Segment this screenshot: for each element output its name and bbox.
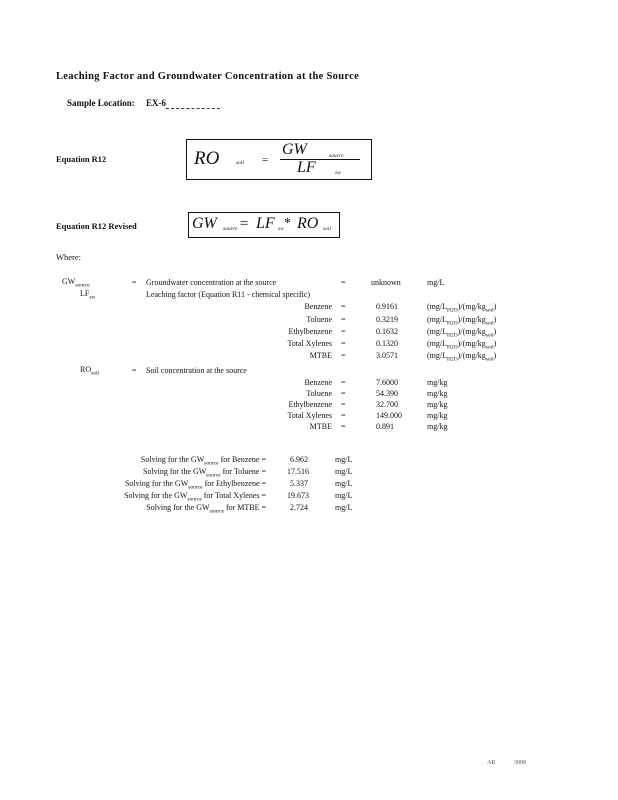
soil-chemical: Total Xylenes bbox=[287, 411, 332, 420]
soil-eq: = bbox=[341, 422, 346, 431]
soil-unit: mg/kg bbox=[427, 411, 448, 420]
soil-value: 0.891 bbox=[376, 422, 394, 431]
soil-chemical: Ethylbenzene bbox=[288, 400, 332, 409]
soil-value: 54.390 bbox=[376, 389, 398, 398]
result-label: Solving for the $GW_{source}$ for MTBE = bbox=[146, 503, 266, 515]
def-gw-eq2: = bbox=[341, 278, 346, 287]
soil-unit: mg/kg bbox=[427, 378, 448, 387]
def-gw-unit: mg/L bbox=[427, 278, 445, 287]
def-ro-eq: = bbox=[132, 366, 137, 375]
def-gw-eq: = bbox=[132, 278, 137, 287]
page-title: Leaching Factor and Groundwater Concentration at the Source bbox=[56, 71, 360, 82]
soil-unit: mg/kg bbox=[427, 389, 448, 398]
soil-unit: mg/kg bbox=[427, 400, 448, 409]
result-unit: mg/L bbox=[335, 503, 353, 512]
lf-value: 0.1632 bbox=[376, 327, 398, 336]
footer-ar: AR bbox=[487, 760, 496, 766]
lf-eq: = bbox=[341, 315, 346, 324]
soil-chemical: Toluene bbox=[306, 389, 332, 398]
def-gw-symbol: $GW_{source}$ bbox=[62, 277, 90, 289]
lf-value: 3.0571 bbox=[376, 351, 398, 360]
sample-location-value: EX-6 bbox=[146, 98, 166, 108]
soil-eq: = bbox=[341, 378, 346, 387]
eq-rev-term1-sub: sw bbox=[278, 226, 284, 232]
eq-rev-term2: RO bbox=[297, 215, 319, 232]
eq-r12-numerator: GW bbox=[282, 141, 307, 158]
lf-chemical: Total Xylenes bbox=[287, 339, 332, 348]
eq-r12-denominator-sub: sw bbox=[335, 170, 341, 176]
result-unit: mg/L bbox=[335, 455, 353, 464]
lf-unit: $(mg/L_{H2O})/(mg/kg_{soil})$ bbox=[427, 302, 497, 314]
def-lf-description: Leaching factor (Equation R11 - chemical specific) bbox=[146, 290, 311, 299]
result-unit: mg/L bbox=[335, 491, 353, 500]
eq-r12-denominator: LF bbox=[297, 159, 316, 176]
lf-chemical: Toluene bbox=[306, 315, 332, 324]
eq-rev-term1: LF bbox=[256, 215, 275, 232]
eq-rev-term2-sub: soil bbox=[323, 226, 331, 232]
result-value: 2.724 bbox=[290, 503, 308, 512]
lf-unit: $(mg/L_{H2O})/(mg/kg_{soil})$ bbox=[427, 327, 497, 339]
lf-unit: $(mg/L_{H2O})/(mg/kg_{soil})$ bbox=[427, 315, 497, 327]
result-value: 17.516 bbox=[287, 467, 309, 476]
result-label: Solving for the $GW_{source}$ for Ethylbenzene = bbox=[124, 479, 266, 491]
footer-page-number: 3008 bbox=[514, 760, 526, 766]
lf-eq: = bbox=[341, 351, 346, 360]
eq-rev-equals: = bbox=[240, 216, 249, 232]
eq-r12-lhs: RO bbox=[194, 148, 220, 169]
result-value: 5.337 bbox=[290, 479, 308, 488]
equation-r12-box bbox=[186, 139, 372, 180]
eq-r12-numerator-sub: source bbox=[329, 153, 344, 159]
lf-chemical: MTBE bbox=[309, 351, 332, 360]
sample-location-label: Sample Location: bbox=[67, 98, 135, 108]
eq-r12-equals: = bbox=[262, 154, 269, 166]
equation-r12-revised-label: Equation R12 Revised bbox=[56, 221, 137, 231]
lf-value: 0.1320 bbox=[376, 339, 398, 348]
soil-unit: mg/kg bbox=[427, 422, 448, 431]
soil-value: 149.000 bbox=[376, 411, 402, 420]
soil-chemical: Benzene bbox=[304, 378, 332, 387]
lf-chemical: Ethylbenzene bbox=[288, 327, 332, 336]
lf-value: 0.3219 bbox=[376, 315, 398, 324]
result-unit: mg/L bbox=[335, 479, 353, 488]
lf-eq: = bbox=[341, 302, 346, 311]
eq-r12-fraction-bar bbox=[280, 159, 360, 160]
soil-eq: = bbox=[341, 400, 346, 409]
lf-eq: = bbox=[341, 327, 346, 336]
def-ro-description: Soil concentration at the source bbox=[146, 366, 247, 375]
soil-value: 7.6000 bbox=[376, 378, 398, 387]
result-unit: mg/L bbox=[335, 467, 353, 476]
equation-r12-label: Equation R12 bbox=[56, 154, 107, 164]
where-label: Where: bbox=[56, 252, 82, 262]
soil-eq: = bbox=[341, 389, 346, 398]
eq-rev-lhs-sub: source bbox=[223, 226, 238, 232]
soil-value: 32.700 bbox=[376, 400, 398, 409]
lf-eq: = bbox=[341, 339, 346, 348]
lf-value: 0.9161 bbox=[376, 302, 398, 311]
result-value: 6.962 bbox=[290, 455, 308, 464]
eq-rev-op: * bbox=[284, 216, 291, 231]
equation-r12-revised-box bbox=[188, 212, 340, 238]
lf-chemical: Benzene bbox=[304, 302, 332, 311]
def-gw-value: unknown bbox=[371, 278, 401, 287]
result-label: Solving for the $GW_{source}$ for Toluene = bbox=[142, 467, 266, 479]
eq-rev-lhs: GW bbox=[192, 215, 217, 232]
def-gw-description: Groundwater concentration at the source bbox=[146, 278, 277, 287]
def-lf-symbol: $LF_{sw}$ bbox=[80, 289, 96, 301]
def-ro-symbol: $RO_{soil}$ bbox=[80, 365, 100, 377]
result-label: Solving for the $GW_{source}$ for Total Xylenes = bbox=[124, 491, 266, 503]
eq-r12-lhs-sub: soil bbox=[236, 160, 244, 166]
lf-unit: $(mg/L_{H2O})/(mg/kg_{soil})$ bbox=[427, 339, 497, 351]
lf-unit: $(mg/L_{H2O})/(mg/kg_{soil})$ bbox=[427, 351, 497, 363]
soil-chemical: MTBE bbox=[309, 422, 332, 431]
soil-eq: = bbox=[341, 411, 346, 420]
result-value: 19.673 bbox=[287, 491, 309, 500]
sample-location-underline bbox=[166, 108, 220, 109]
result-label: Solving for the $GW_{source}$ for Benzene = bbox=[140, 455, 266, 467]
